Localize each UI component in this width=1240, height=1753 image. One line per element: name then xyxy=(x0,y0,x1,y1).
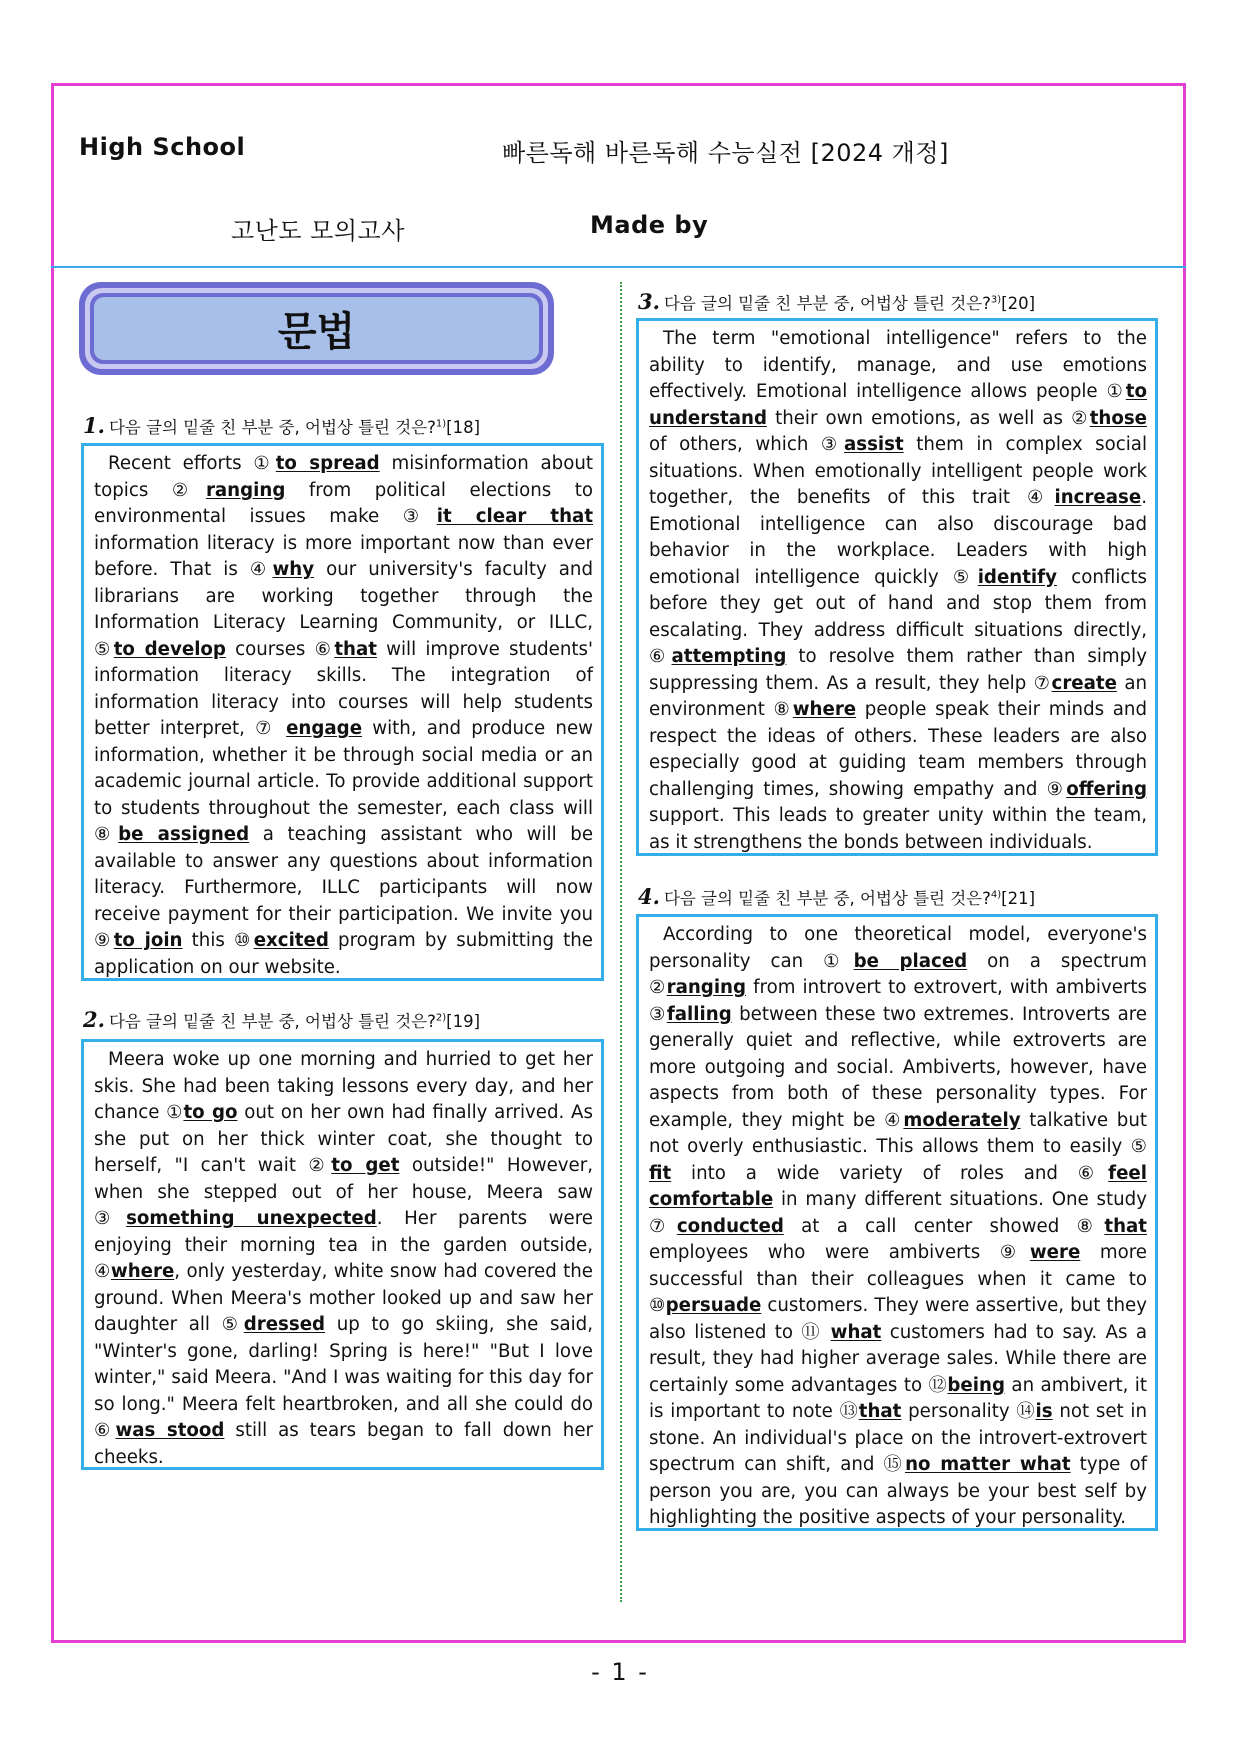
footnote-marker: 3) xyxy=(990,294,1002,306)
underlined-choice: those xyxy=(1089,407,1147,429)
passage-segment: outside!" However, when she stepped out of her house, Meera saw ③ xyxy=(94,1155,593,1229)
passage-segment: not set in stone. An individual's place on the introvert-extrovert spectrum can shift, and ⑮ xyxy=(649,1401,1147,1475)
underlined-choice: something unexpected xyxy=(126,1208,377,1229)
passage-segment: an environment ⑧ xyxy=(649,672,1147,720)
passage-segment: type of person you are, you can always be your best self by highlighting the positive aspects of your personality. xyxy=(649,1454,1147,1528)
question-ref: [18] xyxy=(446,418,481,437)
question-number: 1. xyxy=(83,413,105,438)
passage-segment: personality ⑭ xyxy=(901,1401,1036,1422)
passage-segment: will improve students' information literacy skills. The integration of information literacy into courses will help students better interpret, ⑦ xyxy=(94,638,593,739)
underlined-choice: to spread xyxy=(275,453,380,474)
underlined-choice: to go xyxy=(183,1102,238,1123)
header-school: High School xyxy=(79,133,246,161)
underlined-choice: conducted xyxy=(676,1215,784,1237)
passage-segment: customers. They were assertive, but they also listened to ⑪ xyxy=(649,1295,1147,1343)
underlined-choice: identify xyxy=(977,566,1057,588)
underlined-choice: ranging xyxy=(666,977,747,998)
underlined-choice: it clear that xyxy=(436,506,594,527)
passage-segment: Meera woke up one morning and hurried to get her skis. She had been taking lessons every day, and her chance ① xyxy=(94,1049,593,1123)
passage-segment: talkative but not overly enthusiastic. This allows them to easily ⑤ xyxy=(649,1109,1148,1157)
passage-segment: The term "emotional intelligence" refers to the ability to identify, manage, and use emotions effectively. Emotional intelligence allows people ① xyxy=(649,328,1147,402)
question-prompt: 다음 글의 밑줄 친 부분 중, 어법상 틀린 것은? xyxy=(663,294,991,313)
footnote-marker: 2) xyxy=(435,1012,447,1024)
question-2-passage xyxy=(81,1039,604,1470)
question-number: 2. xyxy=(83,1007,105,1032)
underlined-choice: excited xyxy=(253,930,329,951)
passage-text xyxy=(649,326,1147,856)
passage-segment: from introvert to extrovert, with ambiverts ③ xyxy=(649,977,1147,1025)
underlined-choice: being xyxy=(947,1374,1005,1396)
question-4-passage xyxy=(636,914,1158,1531)
underlined-choice: why xyxy=(272,559,315,580)
underlined-choice: to get xyxy=(331,1155,400,1176)
passage-segment: with, and produce new information, whether it be through social media or an academic journal article. To provide additional support to students throughout the semester, each class will ⑧ xyxy=(94,718,594,845)
underlined-choice: where xyxy=(110,1261,175,1282)
footnote-marker: 1) xyxy=(435,418,447,430)
passage-segment: out on her own had finally arrived. As she put on her thick winter coat, she thought to herself, "I can't wait ② xyxy=(94,1102,593,1176)
underlined-choice: feel comfortable xyxy=(649,1162,1147,1210)
underlined-choice: to develop xyxy=(113,638,226,660)
passage-text xyxy=(649,922,1147,1532)
header-book-title: 빠른독해 바른독해 수능실전 [2024 개정] xyxy=(502,139,949,167)
passage-segment: still as tears began to fall down her cheeks. xyxy=(94,1420,593,1468)
underlined-choice: that xyxy=(334,638,377,660)
header-divider xyxy=(51,266,1186,268)
passage-segment: to resolve them rather than simply suppressing them. As a result, they help ⑦ xyxy=(649,646,1147,694)
passage-segment: more successful than their colleagues when it came to ⑩ xyxy=(649,1242,1147,1316)
passage-text xyxy=(94,451,593,981)
passage-segment: on a spectrum ② xyxy=(649,950,1147,998)
passage-segment: from political elections to environmental issues make ③ xyxy=(94,479,593,527)
passage-segment: . Emotional intelligence can also discourage bad behavior in the workplace. Leaders with high emotional intelligence quickly ⑤ xyxy=(649,487,1147,588)
underlined-choice: moderately xyxy=(903,1109,1021,1131)
passage-segment: into a wide variety of roles and ⑥ xyxy=(671,1162,1109,1184)
section-title-badge xyxy=(79,282,554,375)
underlined-choice: to understand xyxy=(649,381,1147,429)
underlined-choice: be placed xyxy=(853,950,968,972)
passage-segment: an ambivert, it is important to note ⑬ xyxy=(649,1374,1147,1422)
passage-segment: people speak their minds and respect the ideas of others. These leaders are also especially good at guiding team members through challenging times, showing empathy and ⑨ xyxy=(649,699,1148,800)
underlined-choice: create xyxy=(1051,672,1117,694)
underlined-choice: dressed xyxy=(243,1314,326,1335)
underlined-choice: attempting xyxy=(671,646,787,667)
underlined-choice: falling xyxy=(666,1003,732,1025)
underlined-choice: persuade xyxy=(665,1295,762,1316)
question-prompt: 다음 글의 밑줄 친 부분 중, 어법상 틀린 것은? xyxy=(108,418,436,437)
underlined-choice: that xyxy=(858,1401,902,1422)
underlined-choice: to join xyxy=(113,930,183,951)
question-1-passage xyxy=(81,443,604,981)
underlined-choice: is xyxy=(1035,1401,1053,1422)
question-number: 3. xyxy=(638,289,660,314)
passage-text xyxy=(94,1047,593,1471)
question-prompt: 다음 글의 밑줄 친 부분 중, 어법상 틀린 것은? xyxy=(108,1012,436,1031)
passage-segment: customers had to say. As a result, they had higher average sales. While there are certainly some advantages to ⑫ xyxy=(649,1321,1147,1396)
passage-segment: them in complex social situations. When emotionally intelligent people work together, the benefits of this trait ④ xyxy=(649,434,1148,508)
question-number: 4. xyxy=(638,884,660,909)
question-3-passage xyxy=(636,318,1158,856)
underlined-choice: ranging xyxy=(205,479,286,501)
page-number: - 1 - xyxy=(591,1658,649,1686)
question-4-header xyxy=(638,884,1035,909)
question-ref: [20] xyxy=(1001,294,1036,313)
passage-segment: their own emotions, as well as ② xyxy=(766,407,1090,429)
question-ref: [21] xyxy=(1001,889,1036,908)
passage-segment: between these two extremes. Introverts are generally quiet and reflective, while extroverts are more outgoing and social. Ambiverts, however, have aspects from both of these personality types. For example, they might be ④ xyxy=(649,1003,1147,1131)
underlined-choice: were xyxy=(1029,1242,1081,1263)
question-prompt: 다음 글의 밑줄 친 부분 중, 어법상 틀린 것은? xyxy=(663,889,991,908)
question-3-header xyxy=(638,289,1035,314)
header-made-by: Made by xyxy=(590,211,709,239)
passage-segment: this ⑩ xyxy=(182,930,254,951)
passage-segment: According to one theoretical model, everyone's personality can ① xyxy=(649,924,1147,972)
passage-segment: our university's faculty and librarians are working together through the Information Literacy Learning Community, or ILLC, ⑤ xyxy=(94,559,594,660)
passage-segment: program by submitting the application on our website. xyxy=(94,930,593,978)
underlined-choice: fit xyxy=(649,1162,672,1184)
passage-segment: information literacy is more important now than ever before. That is ④ xyxy=(94,532,593,580)
underlined-choice: was stood xyxy=(115,1420,225,1441)
passage-segment: up to go skiing, she said, "Winter's gone, darling! Spring is here!" "But I love winter," said Meera. "And I was waiting for this day for so long." Meera felt heartbroken, and all she could do ⑥ xyxy=(94,1314,593,1441)
underlined-choice: that xyxy=(1104,1215,1147,1237)
passage-segment: of others, which ③ xyxy=(649,434,844,455)
underlined-choice: increase xyxy=(1054,487,1142,508)
underlined-choice: what xyxy=(830,1321,882,1343)
passage-segment: employees who were ambiverts ⑨ xyxy=(649,1242,1030,1263)
underlined-choice: assist xyxy=(844,434,904,455)
column-divider xyxy=(620,282,622,1602)
footnote-marker: 4) xyxy=(990,889,1002,901)
passage-segment: in many different situations. One study ⑦ xyxy=(649,1189,1147,1237)
question-1-header xyxy=(83,413,480,438)
underlined-choice: no matter what xyxy=(905,1454,1071,1475)
underlined-choice: offering xyxy=(1066,778,1147,800)
section-title: 문법 xyxy=(94,297,539,360)
underlined-choice: where xyxy=(792,699,857,720)
passage-segment: at a call center showed ⑧ xyxy=(783,1215,1105,1237)
underlined-choice: be assigned xyxy=(118,824,250,845)
passage-segment: , only yesterday, white snow had covered the ground. When Meera's mother looked up and saw her daughter all ⑤ xyxy=(94,1261,593,1335)
passage-segment: courses ⑥ xyxy=(225,638,335,660)
passage-segment: misinformation about topics ② xyxy=(94,453,593,501)
passage-segment: a teaching assistant who will be available to answer any questions about information literacy. Furthermore, ILLC participants will now receive payment for their participation. We invite you ⑨ xyxy=(94,824,594,951)
question-2-header xyxy=(83,1007,480,1032)
passage-segment: Recent efforts ① xyxy=(108,453,276,474)
question-ref: [19] xyxy=(446,1012,481,1031)
header-exam-type: 고난도 모의고사 xyxy=(231,217,405,245)
passage-segment: support. This leads to greater unity within the team, as it strengthens the bonds between individuals. xyxy=(649,805,1147,853)
passage-segment: conflicts before they get out of hand and stop them from escalating. They address difficult situations directly, ⑥ xyxy=(649,566,1147,667)
passage-segment: . Her parents were enjoying their morning tea in the garden outside, ④ xyxy=(94,1208,593,1282)
underlined-choice: engage xyxy=(286,718,363,739)
